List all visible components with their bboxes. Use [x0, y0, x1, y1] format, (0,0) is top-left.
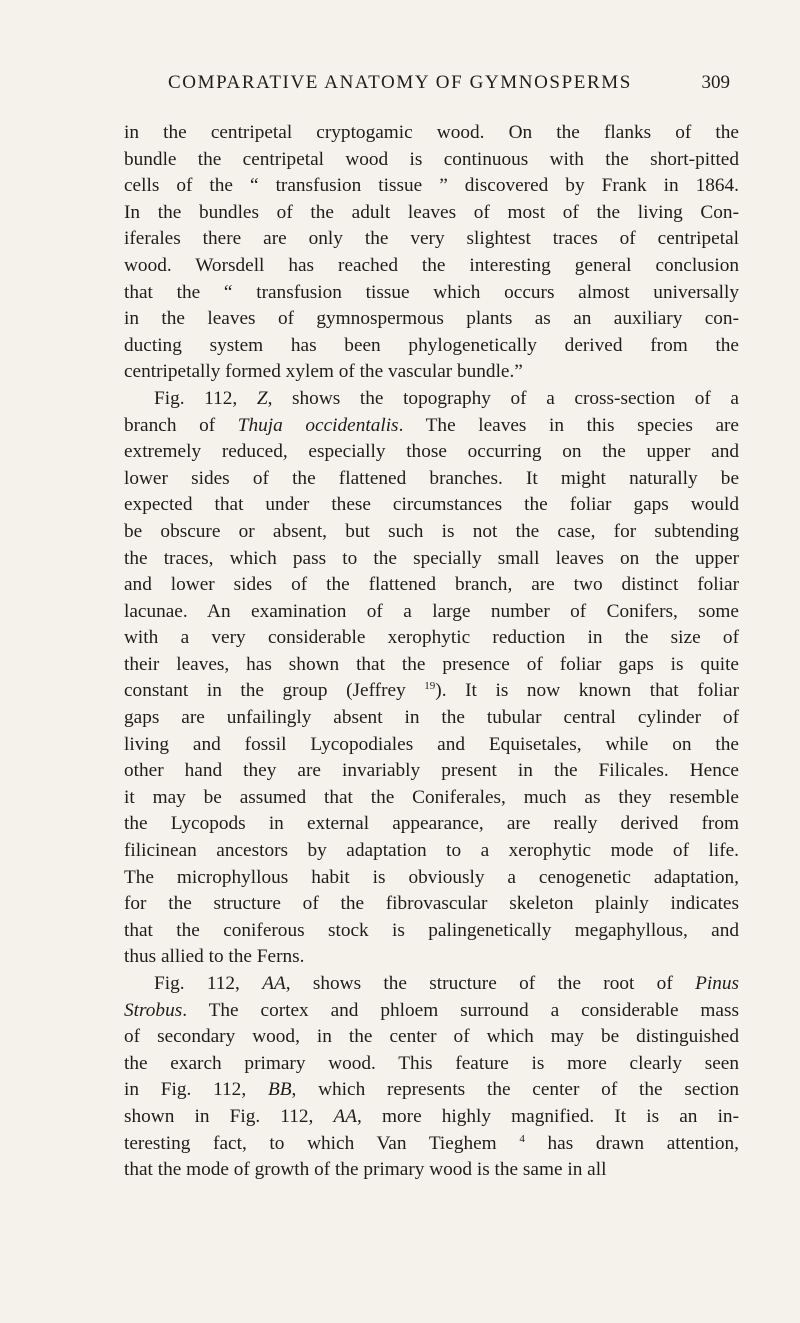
text-line: be obscure or absent, but such is not the case, for subtending	[124, 520, 739, 542]
text-line: that the “ transfusion tissue which occurs almost universally	[124, 281, 739, 303]
italic-term: Pinus	[695, 973, 739, 994]
text-line: lacunae. An examination of a large number of Conifers, some	[124, 600, 739, 622]
text-line: that the mode of growth of the primary wood is the same in all	[124, 1159, 607, 1181]
text-line: in the leaves of gymnospermous plants as an auxiliary con-	[124, 308, 739, 330]
text-line: and lower sides of the flattened branch, are two distinct foliar	[124, 574, 739, 596]
text-line: In the bundles of the adult leaves of most of the living Con-	[124, 201, 739, 223]
text-line: gaps are unfailingly absent in the tubular central cylinder of	[124, 707, 739, 729]
text-line: extremely reduced, especially those occurring on the upper and	[124, 441, 739, 463]
text-line: the Lycopods in external appearance, are really derived from	[124, 813, 739, 835]
italic-term: AA	[333, 1105, 358, 1127]
italic-term: Z	[256, 387, 268, 409]
italic-term: BB	[267, 1079, 292, 1101]
page-header	[168, 72, 730, 100]
text-line: in the centripetal cryptogamic wood. On the flanks of the	[124, 122, 739, 143]
text-line-rich: shown in Fig. 112, AA, more highly magnified. It is an in-	[124, 1105, 739, 1127]
text-line: expected that under these circumstances the foliar gaps would	[124, 494, 739, 516]
text-line: living and fossil Lycopodiales and Equisetales, while on the	[124, 733, 739, 755]
text-line-rich: teresting fact, to which Van Tieghem $^4$ has drawn attention,	[124, 1132, 739, 1154]
text-line: filicinean ancestors by adaptation to a xerophytic mode of life.	[124, 840, 739, 862]
text-line: cells of the “ transfusion tissue ” discovered by Frank in 1864.	[124, 175, 739, 197]
running-title: COMPARATIVE ANATOMY OF GYMNOSPERMS	[168, 72, 632, 93]
text-line: The microphyllous habit is obviously a cenogenetic adaptation,	[124, 866, 739, 888]
text-line: lower sides of the flattened branches. It might naturally be	[124, 467, 739, 489]
text-line-paragraph-end: centripetally formed xylem of the vascular bundle.”	[124, 361, 523, 383]
text-line: the traces, which pass to the specially small leaves on the upper	[124, 547, 739, 569]
text-line: ducting system has been phylogenetically derived from the	[124, 334, 739, 356]
text-line-paragraph-end: thus allied to the Ferns.	[124, 946, 305, 968]
text-line: the exarch primary wood. This feature is more clearly seen	[124, 1052, 739, 1074]
citation-reference: 4	[519, 1132, 525, 1145]
body-text	[124, 120, 739, 1184]
text-line-rich: constant in the group (Jeffrey $^{19}$). It is now known that foliar	[124, 680, 739, 702]
italic-term: Strobus	[124, 999, 183, 1021]
text-line-rich: Strobus. The cortex and phloem surround a considerable mass	[124, 999, 739, 1021]
text-line: it may be assumed that the Coniferales, much as they resemble	[124, 786, 739, 808]
text-line: iferales there are only the very slightest traces of centripetal	[124, 228, 739, 250]
page-number: 309	[701, 72, 730, 93]
text-line: of secondary wood, in the center of which may be distinguished	[124, 1026, 739, 1048]
citation-reference: 19	[424, 680, 436, 693]
text-line: wood. Worsdell has reached the interesting general conclusion	[124, 254, 739, 276]
text-line-rich: branch of Thuja occidentalis. The leaves in this species are	[124, 414, 739, 436]
text-line: their leaves, has shown that the presence of foliar gaps is quite	[124, 653, 739, 675]
text-line: bundle the centripetal wood is continuous with the short-pitted	[124, 148, 739, 170]
italic-term: AA	[262, 973, 286, 994]
text-line: with a very considerable xerophytic reduction in the size of	[124, 627, 739, 649]
text-line-rich: Fig. 112, Z, shows the topography of a cross-section of a	[154, 387, 739, 409]
text-line-rich: in Fig. 112, BB, which represents the center of the section	[124, 1079, 739, 1101]
text-line: other hand they are invariably present in the Filicales. Hence	[124, 760, 739, 782]
text-line: that the coniferous stock is palingenetically megaphyllous, and	[124, 919, 739, 941]
italic-term: Thuja occidentalis	[237, 414, 399, 436]
text-line: for the structure of the fibrovascular skeleton plainly indicates	[124, 893, 739, 915]
text-line-rich: Fig. 112, AA, shows the structure of the root of Pinus	[154, 973, 739, 994]
